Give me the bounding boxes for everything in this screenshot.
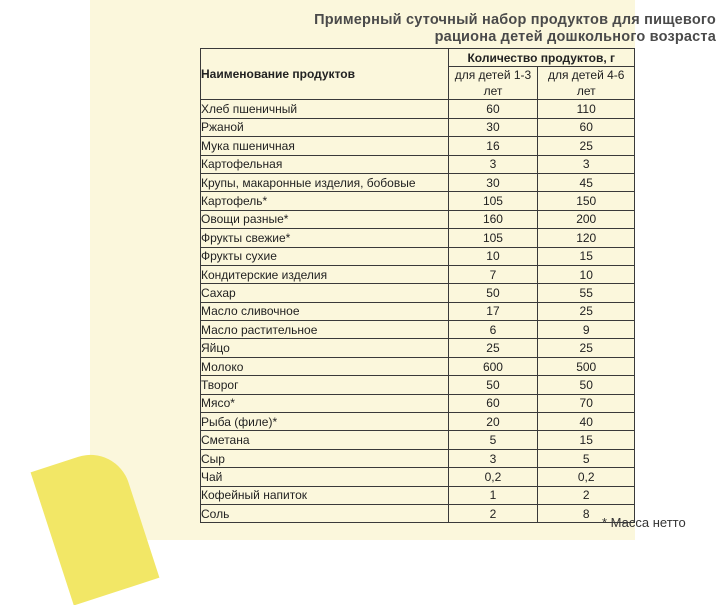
age-4-6-value-cell: 3 <box>538 155 635 173</box>
age-1-3-value-cell: 60 <box>448 100 538 118</box>
table-row <box>201 394 635 412</box>
table-row <box>201 100 635 118</box>
table-row <box>201 173 635 191</box>
page-title <box>190 12 716 46</box>
age-1-3-value-cell: 20 <box>448 413 538 431</box>
age-1-3-value-cell: 30 <box>448 173 538 191</box>
age-1-3-value-cell: 5 <box>448 431 538 449</box>
age-1-3-value-cell: 30 <box>448 118 538 136</box>
product-name-cell: Яйцо <box>201 339 449 357</box>
product-name-cell: Кофейный напиток <box>201 486 449 504</box>
product-name-cell: Сметана <box>201 431 449 449</box>
age-4-6-value-cell: 500 <box>538 357 635 375</box>
product-name-cell: Сахар <box>201 284 449 302</box>
table-row <box>201 302 635 320</box>
product-name-cell: Мука пшеничная <box>201 137 449 155</box>
product-name-cell: Фрукты сухие <box>201 247 449 265</box>
product-name-cell: Сыр <box>201 449 449 467</box>
table-row <box>201 247 635 265</box>
age-4-6-value-cell: 8 <box>538 504 635 522</box>
product-name-cell: Соль <box>201 504 449 522</box>
age-1-3-value-cell: 50 <box>448 284 538 302</box>
age-4-6-value-cell: 120 <box>538 229 635 247</box>
age-1-3-value-cell: 2 <box>448 504 538 522</box>
age-1-3-value-cell: 50 <box>448 376 538 394</box>
age-4-6-value-cell: 110 <box>538 100 635 118</box>
age-1-3-value-cell: 160 <box>448 210 538 228</box>
age-1-3-value-cell: 105 <box>448 192 538 210</box>
product-name-cell: Чай <box>201 468 449 486</box>
product-name-cell: Картофель* <box>201 192 449 210</box>
table-row <box>201 284 635 302</box>
age-4-6-value-cell: 200 <box>538 210 635 228</box>
table-row <box>201 413 635 431</box>
product-name-cell: Мясо* <box>201 394 449 412</box>
age-4-6-value-cell: 15 <box>538 431 635 449</box>
age-1-3-value-cell: 10 <box>448 247 538 265</box>
product-name-cell: Кондитерские изделия <box>201 265 449 283</box>
age-4-6-value-cell: 150 <box>538 192 635 210</box>
age-4-6-value-cell: 25 <box>538 339 635 357</box>
product-name-cell: Рыба (филе)* <box>201 413 449 431</box>
product-name-cell: Ржаной <box>201 118 449 136</box>
product-name-cell: Творог <box>201 376 449 394</box>
product-name-cell: Картофельная <box>201 155 449 173</box>
age-4-6-value-cell: 10 <box>538 265 635 283</box>
table-row <box>201 357 635 375</box>
age-4-6-value-cell: 70 <box>538 394 635 412</box>
table-row <box>201 192 635 210</box>
age-4-6-value-cell: 25 <box>538 137 635 155</box>
age-4-6-value-cell: 40 <box>538 413 635 431</box>
product-name-cell: Овощи разные* <box>201 210 449 228</box>
age-4-6-value-cell: 0,2 <box>538 468 635 486</box>
title-line-2: рациона детей дошкольного возраста <box>434 29 716 45</box>
table-row <box>201 210 635 228</box>
product-name-cell: Хлеб пшеничный <box>201 100 449 118</box>
table-row <box>201 229 635 247</box>
table-row <box>201 321 635 339</box>
table-row <box>201 118 635 136</box>
product-name-cell: Фрукты свежие* <box>201 229 449 247</box>
age-4-6-value-cell: 55 <box>538 284 635 302</box>
footnote: * Масса нетто <box>602 515 686 530</box>
age-4-6-value-cell: 9 <box>538 321 635 339</box>
table-row <box>201 137 635 155</box>
age-1-3-value-cell: 600 <box>448 357 538 375</box>
table-row <box>201 486 635 504</box>
age-1-3-value-cell: 6 <box>448 321 538 339</box>
header-quantity: Количество продуктов, г <box>448 49 634 67</box>
header-age-1-3: для детей 1-3 лет <box>448 67 538 100</box>
age-1-3-value-cell: 17 <box>448 302 538 320</box>
age-1-3-value-cell: 3 <box>448 449 538 467</box>
table-row <box>201 431 635 449</box>
age-4-6-value-cell: 25 <box>538 302 635 320</box>
age-4-6-value-cell: 60 <box>538 118 635 136</box>
decorative-stripe <box>31 445 160 605</box>
age-1-3-value-cell: 105 <box>448 229 538 247</box>
header-age-4-6: для детей 4-6 лет <box>538 67 635 100</box>
table-row <box>201 468 635 486</box>
title-line-1: Примерный суточный набор продуктов для пищевого <box>314 12 716 28</box>
age-1-3-value-cell: 1 <box>448 486 538 504</box>
age-4-6-value-cell: 45 <box>538 173 635 191</box>
table-row <box>201 449 635 467</box>
product-name-cell: Крупы, макаронные изделия, бобовые <box>201 173 449 191</box>
age-1-3-value-cell: 25 <box>448 339 538 357</box>
header-product-name: Наименование продуктов <box>201 49 449 100</box>
age-1-3-value-cell: 16 <box>448 137 538 155</box>
table-row <box>201 376 635 394</box>
age-4-6-value-cell: 50 <box>538 376 635 394</box>
age-1-3-value-cell: 60 <box>448 394 538 412</box>
age-4-6-value-cell: 15 <box>538 247 635 265</box>
product-name-cell: Масло сливочное <box>201 302 449 320</box>
product-name-cell: Молоко <box>201 357 449 375</box>
age-1-3-value-cell: 3 <box>448 155 538 173</box>
age-1-3-value-cell: 0,2 <box>448 468 538 486</box>
document-page <box>90 0 716 540</box>
table-row <box>201 339 635 357</box>
product-name-cell: Масло растительное <box>201 321 449 339</box>
age-4-6-value-cell: 5 <box>538 449 635 467</box>
products-table <box>200 48 635 523</box>
table-body <box>201 100 635 523</box>
table-row <box>201 155 635 173</box>
age-4-6-value-cell: 2 <box>538 486 635 504</box>
age-1-3-value-cell: 7 <box>448 265 538 283</box>
table-row <box>201 504 635 522</box>
table-row <box>201 265 635 283</box>
